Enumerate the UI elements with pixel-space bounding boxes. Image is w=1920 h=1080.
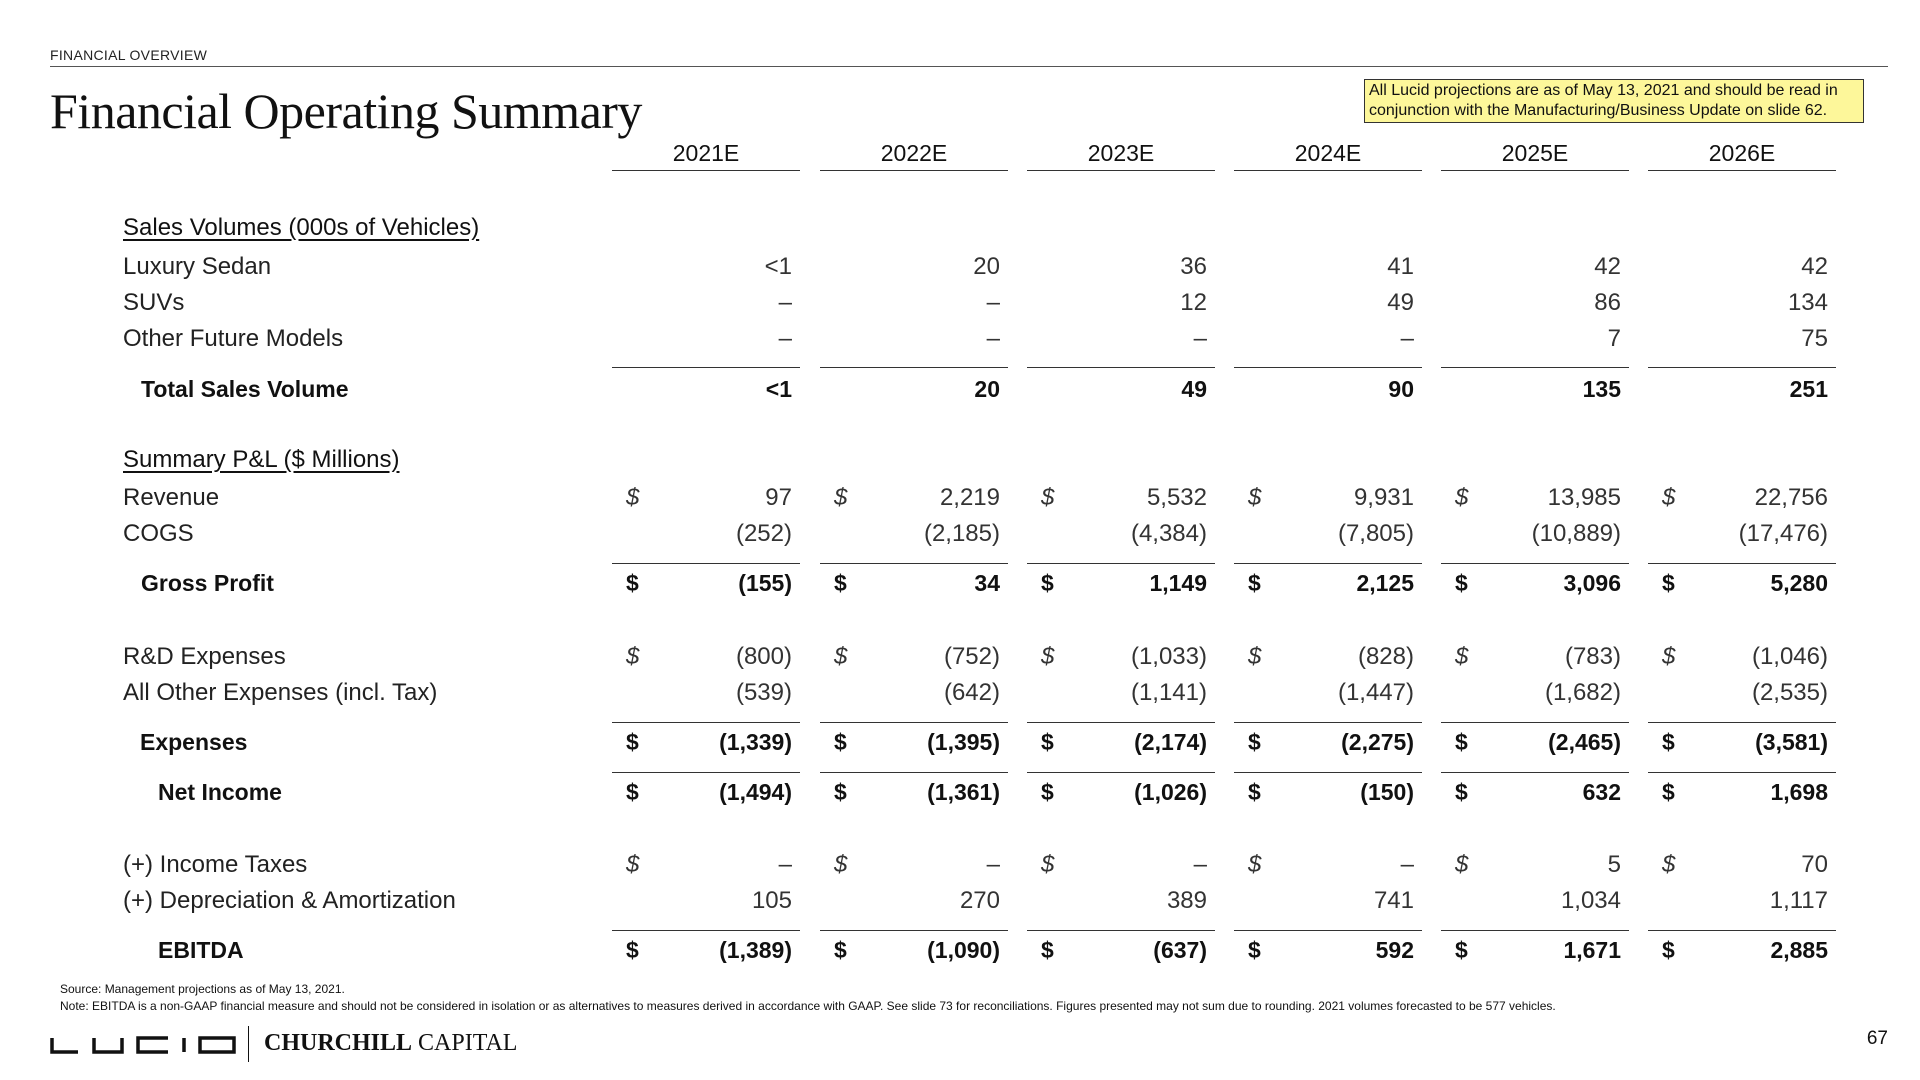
cell-value: 97 xyxy=(765,484,792,511)
row-label-total-sales-volume: Total Sales Volume xyxy=(141,376,349,402)
row-label-ebitda: EBITDA xyxy=(158,937,244,963)
cell-value: – xyxy=(986,289,1000,316)
currency-symbol: $ xyxy=(1455,643,1469,670)
cell-value: (10,889) xyxy=(1531,520,1621,547)
table-cell xyxy=(1648,851,1836,881)
table-cell xyxy=(1027,484,1215,514)
currency-symbol: $ xyxy=(626,851,640,878)
cell-value: (1,033) xyxy=(1130,643,1207,670)
table-cell xyxy=(612,729,800,759)
cell-value: (800) xyxy=(735,643,792,670)
footnote-note: Note: EBITDA is a non-GAAP financial measure and should not be considered in isolation or as alternatives to measures derived in accordance with GAAP. See slide 73 for reconciliations. Figures presented may not sum due to rounding. 2021 volumes forecasted to be 577 vehicles. xyxy=(60,999,1556,1013)
currency-symbol: $ xyxy=(1041,643,1055,670)
cell-value: 3,096 xyxy=(1563,570,1621,596)
table-cell xyxy=(1234,937,1422,967)
column-rule xyxy=(1648,170,1836,171)
column-rule xyxy=(1441,772,1629,773)
table-cell xyxy=(820,376,1008,406)
currency-symbol: $ xyxy=(1248,643,1262,670)
row-label-revenue: Revenue xyxy=(123,484,220,511)
cell-value: (1,389) xyxy=(719,937,792,963)
currency-symbol: $ xyxy=(626,779,639,805)
cell-value: <1 xyxy=(764,253,792,280)
cell-value: (17,476) xyxy=(1738,520,1828,547)
column-rule xyxy=(612,170,800,171)
table-cell xyxy=(820,643,1008,673)
currency-symbol: $ xyxy=(1248,570,1261,596)
column-rule xyxy=(1027,367,1215,368)
cell-value: 70 xyxy=(1801,851,1828,878)
table-cell xyxy=(1441,679,1629,709)
cell-value: 2,885 xyxy=(1770,937,1828,963)
table-cell xyxy=(1648,325,1836,355)
table-cell xyxy=(820,253,1008,283)
table-cell xyxy=(1441,253,1629,283)
column-rule xyxy=(1441,563,1629,564)
column-rule xyxy=(820,367,1008,368)
currency-symbol: $ xyxy=(626,937,639,963)
table-cell xyxy=(1027,520,1215,550)
table-cell xyxy=(820,887,1008,917)
column-rule xyxy=(1027,772,1215,773)
cell-value: – xyxy=(778,325,792,352)
table-cell xyxy=(1027,643,1215,673)
cell-value: 13,985 xyxy=(1547,484,1621,511)
cell-value: 270 xyxy=(959,887,1000,914)
cell-value: 9,931 xyxy=(1353,484,1414,511)
column-rule xyxy=(1234,367,1422,368)
currency-symbol: $ xyxy=(1248,484,1262,511)
table-cell xyxy=(1027,570,1215,600)
column-rule xyxy=(1441,367,1629,368)
table-cell xyxy=(1234,325,1422,355)
table-cell xyxy=(820,325,1008,355)
cell-value: – xyxy=(778,289,792,316)
cell-value: – xyxy=(1193,851,1207,878)
table-cell xyxy=(1441,851,1629,881)
cell-value: 22,756 xyxy=(1754,484,1828,511)
cell-value: 105 xyxy=(751,887,792,914)
currency-symbol: $ xyxy=(1662,643,1676,670)
table-cell xyxy=(1027,289,1215,319)
table-cell xyxy=(1648,570,1836,600)
currency-symbol: $ xyxy=(834,851,848,878)
currency-symbol: $ xyxy=(834,779,847,805)
currency-symbol: $ xyxy=(1248,937,1261,963)
cell-value: 12 xyxy=(1180,289,1207,316)
row-label-net-income: Net Income xyxy=(158,779,282,805)
cell-value: (637) xyxy=(1153,937,1207,963)
cell-value: 49 xyxy=(1181,376,1207,402)
year-header-2025e: 2025E xyxy=(1501,140,1569,166)
cell-value: (1,682) xyxy=(1544,679,1621,706)
table-cell xyxy=(612,851,800,881)
table-cell xyxy=(612,484,800,514)
table-cell xyxy=(820,937,1008,967)
cell-value: (783) xyxy=(1564,643,1621,670)
year-header-2021e: 2021E xyxy=(672,140,740,166)
row-label-suvs: SUVs xyxy=(123,289,185,316)
section-heading-sales-volumes: Sales Volumes (000s of Vehicles) xyxy=(123,214,480,241)
column-rule xyxy=(1648,563,1836,564)
table-cell xyxy=(820,484,1008,514)
cell-value: 49 xyxy=(1387,289,1414,316)
table-cell xyxy=(1441,937,1629,967)
column-rule xyxy=(820,772,1008,773)
table-cell xyxy=(1234,520,1422,550)
currency-symbol: $ xyxy=(1662,484,1676,511)
column-rule xyxy=(1648,930,1836,931)
currency-symbol: $ xyxy=(834,570,847,596)
cell-value: (539) xyxy=(735,679,792,706)
table-cell xyxy=(1027,887,1215,917)
cell-value: 41 xyxy=(1387,253,1414,280)
cell-value: 1,117 xyxy=(1769,887,1828,914)
currency-symbol: $ xyxy=(1455,484,1469,511)
table-cell xyxy=(1441,729,1629,759)
row-label-all-other-expenses-incl-tax: All Other Expenses (incl. Tax) xyxy=(123,679,438,706)
cell-value: (642) xyxy=(943,679,1000,706)
table-cell xyxy=(1441,289,1629,319)
table-cell xyxy=(1441,520,1629,550)
table-cell xyxy=(1234,570,1422,600)
cell-value: – xyxy=(986,851,1000,878)
row-label-expenses: Expenses xyxy=(140,729,248,755)
table-cell xyxy=(820,779,1008,809)
currency-symbol: $ xyxy=(1455,937,1468,963)
cell-value: (155) xyxy=(738,570,792,596)
column-rule xyxy=(1441,170,1629,171)
table-cell xyxy=(1234,253,1422,283)
currency-symbol: $ xyxy=(1455,570,1468,596)
cell-value: – xyxy=(986,325,1000,352)
currency-symbol: $ xyxy=(1041,570,1054,596)
year-header-2026e: 2026E xyxy=(1708,140,1776,166)
cell-value: 5,532 xyxy=(1146,484,1207,511)
currency-symbol: $ xyxy=(626,729,639,755)
table-cell xyxy=(612,570,800,600)
currency-symbol: $ xyxy=(626,643,640,670)
cell-value: – xyxy=(778,851,792,878)
table-cell xyxy=(1027,679,1215,709)
currency-symbol: $ xyxy=(1455,851,1469,878)
cell-value: 2,219 xyxy=(939,484,1000,511)
currency-symbol: $ xyxy=(1248,851,1262,878)
row-label-other-future-models: Other Future Models xyxy=(123,325,344,352)
table-cell xyxy=(1441,376,1629,406)
column-rule xyxy=(1234,722,1422,723)
cell-value: 1,034 xyxy=(1560,887,1621,914)
currency-symbol: $ xyxy=(1248,729,1261,755)
currency-symbol: $ xyxy=(834,484,848,511)
cell-value: 2,125 xyxy=(1356,570,1414,596)
cell-value: 42 xyxy=(1801,253,1828,280)
column-rule xyxy=(1027,722,1215,723)
table-cell xyxy=(1648,779,1836,809)
column-rule xyxy=(820,930,1008,931)
column-rule xyxy=(820,722,1008,723)
table-cell xyxy=(1441,570,1629,600)
table-cell xyxy=(1027,325,1215,355)
column-rule xyxy=(1234,563,1422,564)
cell-value: (1,090) xyxy=(927,937,1000,963)
cell-value: 75 xyxy=(1801,325,1828,352)
table-cell xyxy=(1441,887,1629,917)
table-cell xyxy=(1648,729,1836,759)
cell-value: 5,280 xyxy=(1770,570,1828,596)
table-cell xyxy=(612,937,800,967)
table-cell xyxy=(1027,376,1215,406)
cell-value: – xyxy=(1400,851,1414,878)
table-cell xyxy=(1234,729,1422,759)
currency-symbol: $ xyxy=(1041,937,1054,963)
cell-value: (2,174) xyxy=(1134,729,1207,755)
cell-value: (752) xyxy=(943,643,1000,670)
cell-value: (2,275) xyxy=(1341,729,1414,755)
row-label-depreciation-amortization: (+) Depreciation & Amortization xyxy=(123,887,456,914)
cell-value: (2,185) xyxy=(923,520,1000,547)
table-cell xyxy=(820,520,1008,550)
table-cell xyxy=(1648,484,1836,514)
currency-symbol: $ xyxy=(834,643,848,670)
currency-symbol: $ xyxy=(1662,729,1675,755)
currency-symbol: $ xyxy=(1248,779,1261,805)
table-cell xyxy=(820,679,1008,709)
cell-value: (2,535) xyxy=(1751,679,1828,706)
cell-value: 1,698 xyxy=(1770,779,1828,805)
cell-value: (1,339) xyxy=(719,729,792,755)
column-rule xyxy=(612,563,800,564)
table-cell xyxy=(1234,484,1422,514)
section-heading-summary-pnl: Summary P&L ($ Millions) xyxy=(123,446,400,473)
cell-value: 20 xyxy=(974,376,1000,402)
year-header-2024e: 2024E xyxy=(1294,140,1362,166)
cell-value: 42 xyxy=(1594,253,1621,280)
table-cell xyxy=(820,851,1008,881)
currency-symbol: $ xyxy=(1662,570,1675,596)
cell-value: (1,141) xyxy=(1130,679,1207,706)
currency-symbol: $ xyxy=(1041,779,1054,805)
churchill-capital-logo: CHURCHILL CAPITAL xyxy=(264,1030,518,1056)
column-rule xyxy=(1027,170,1215,171)
row-label-income-taxes: (+) Income Taxes xyxy=(123,851,308,878)
table-cell xyxy=(1441,484,1629,514)
table-cell xyxy=(1234,376,1422,406)
column-rule xyxy=(820,170,1008,171)
table-cell xyxy=(1234,679,1422,709)
currency-symbol: $ xyxy=(1455,729,1468,755)
cell-value: (1,494) xyxy=(719,779,792,805)
table-cell xyxy=(820,729,1008,759)
cell-value: 632 xyxy=(1582,779,1621,805)
table-cell xyxy=(1648,289,1836,319)
cell-value: 389 xyxy=(1166,887,1207,914)
table-cell xyxy=(1234,779,1422,809)
cell-value: 134 xyxy=(1787,289,1828,316)
page-title: Financial Operating Summary xyxy=(50,83,642,139)
cell-value: 5 xyxy=(1607,851,1621,878)
table-cell xyxy=(612,643,800,673)
column-rule xyxy=(1648,367,1836,368)
table-cell xyxy=(612,779,800,809)
cell-value: 135 xyxy=(1582,376,1621,402)
column-rule xyxy=(1234,170,1422,171)
row-label-luxury-sedan: Luxury Sedan xyxy=(123,253,272,280)
cell-value: (1,026) xyxy=(1134,779,1207,805)
currency-symbol: $ xyxy=(1041,484,1055,511)
cell-value: (1,447) xyxy=(1337,679,1414,706)
table-cell xyxy=(1441,779,1629,809)
table-cell xyxy=(612,253,800,283)
column-rule xyxy=(1648,772,1836,773)
cell-value: (828) xyxy=(1357,643,1414,670)
cell-value: (252) xyxy=(735,520,792,547)
table-cell xyxy=(1027,851,1215,881)
table-cell xyxy=(612,520,800,550)
table-cell xyxy=(612,325,800,355)
table-cell xyxy=(1234,289,1422,319)
footnote-source: Source: Management projections as of May 13, 2021. xyxy=(60,982,345,996)
currency-symbol: $ xyxy=(1662,851,1676,878)
table-cell xyxy=(1234,887,1422,917)
cell-value: 251 xyxy=(1789,376,1828,402)
currency-symbol: $ xyxy=(1041,729,1054,755)
table-cell xyxy=(612,679,800,709)
cell-value: 20 xyxy=(973,253,1000,280)
table-cell xyxy=(1648,520,1836,550)
table-cell xyxy=(1441,325,1629,355)
section-label: FINANCIAL OVERVIEW xyxy=(50,47,208,63)
table-cell xyxy=(1441,643,1629,673)
column-rule xyxy=(1648,722,1836,723)
cell-value: 741 xyxy=(1373,887,1414,914)
row-label-gross-profit: Gross Profit xyxy=(141,570,274,596)
column-rule xyxy=(612,772,800,773)
year-header-2022e: 2022E xyxy=(880,140,948,166)
table-cell xyxy=(1648,253,1836,283)
row-label-cogs: COGS xyxy=(123,520,194,547)
table-cell xyxy=(1027,729,1215,759)
cell-value: 7 xyxy=(1607,325,1621,352)
currency-symbol: $ xyxy=(834,937,847,963)
cell-value: <1 xyxy=(765,376,792,402)
table-cell xyxy=(1027,253,1215,283)
column-rule xyxy=(612,930,800,931)
column-rule xyxy=(1441,722,1629,723)
cell-value: (1,046) xyxy=(1751,643,1828,670)
column-rule xyxy=(1234,930,1422,931)
column-rule xyxy=(612,722,800,723)
cell-value: (2,465) xyxy=(1548,729,1621,755)
projection-note-box: All Lucid projections are as of May 13, 2021 and should be read in conjunction with the Manufacturing/Business Update on slide 62. xyxy=(1364,79,1864,123)
table-cell xyxy=(1648,643,1836,673)
currency-symbol: $ xyxy=(626,484,640,511)
table-cell xyxy=(612,376,800,406)
currency-symbol: $ xyxy=(1662,937,1675,963)
column-rule xyxy=(1027,563,1215,564)
currency-symbol: $ xyxy=(626,570,639,596)
cell-value: 90 xyxy=(1388,376,1414,402)
lucid-logo xyxy=(50,1032,240,1056)
year-header-2023e: 2023E xyxy=(1087,140,1155,166)
row-label-r-d-expenses: R&D Expenses xyxy=(123,643,286,670)
table-cell xyxy=(1027,779,1215,809)
column-rule xyxy=(1027,930,1215,931)
cell-value: (7,805) xyxy=(1337,520,1414,547)
currency-symbol: $ xyxy=(1662,779,1675,805)
cell-value: 34 xyxy=(974,570,1000,596)
table-cell xyxy=(1027,937,1215,967)
table-cell xyxy=(1648,376,1836,406)
table-cell xyxy=(1234,851,1422,881)
table-cell xyxy=(1234,643,1422,673)
cell-value: 1,671 xyxy=(1563,937,1621,963)
cell-value: (150) xyxy=(1360,779,1414,805)
currency-symbol: $ xyxy=(1455,779,1468,805)
currency-symbol: $ xyxy=(834,729,847,755)
table-cell xyxy=(1648,887,1836,917)
column-rule xyxy=(820,563,1008,564)
cell-value: – xyxy=(1400,325,1414,352)
cell-value: 592 xyxy=(1375,937,1414,963)
cell-value: (3,581) xyxy=(1755,729,1828,755)
currency-symbol: $ xyxy=(1041,851,1055,878)
table-cell xyxy=(1648,937,1836,967)
table-cell xyxy=(1648,679,1836,709)
cell-value: (1,361) xyxy=(927,779,1000,805)
cell-value: 86 xyxy=(1594,289,1621,316)
cell-value: – xyxy=(1193,325,1207,352)
column-rule xyxy=(1441,930,1629,931)
table-cell xyxy=(612,289,800,319)
table-cell xyxy=(820,289,1008,319)
cell-value: 36 xyxy=(1180,253,1207,280)
logo-separator xyxy=(248,1026,249,1062)
cell-value: (4,384) xyxy=(1130,520,1207,547)
column-rule xyxy=(1234,772,1422,773)
column-rule xyxy=(612,367,800,368)
table-cell xyxy=(820,570,1008,600)
cell-value: (1,395) xyxy=(927,729,1000,755)
page-number: 67 xyxy=(1866,1028,1888,1049)
cell-value: 1,149 xyxy=(1149,570,1207,596)
table-cell xyxy=(612,887,800,917)
